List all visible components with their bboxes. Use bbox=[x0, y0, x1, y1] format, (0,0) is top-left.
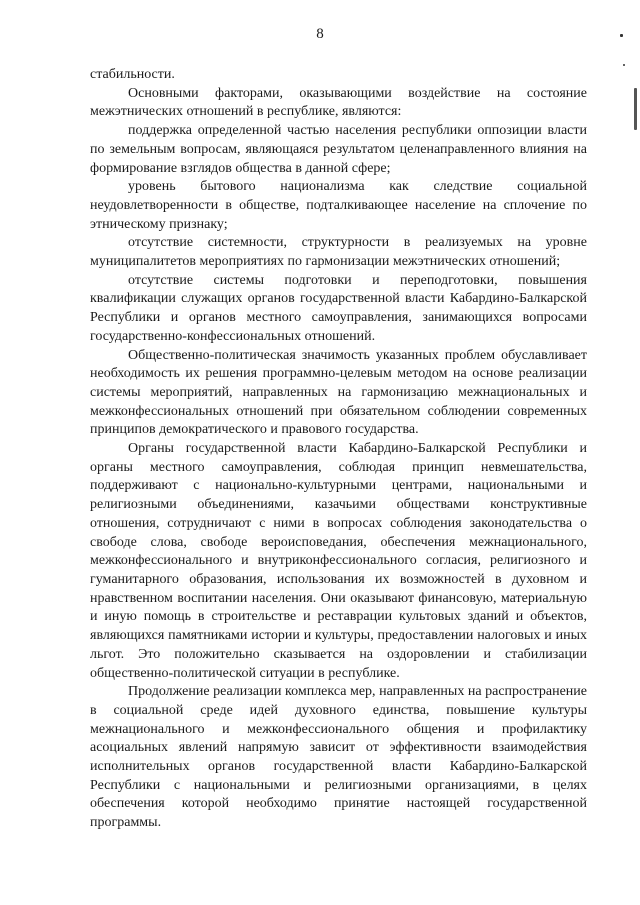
scan-edge-mark bbox=[634, 88, 637, 130]
document-body bbox=[90, 66, 587, 833]
paragraph: Продолжение реализации комплекса мер, направленных на распространение в социальной среде идей духовного единства, повышение культуры межнационального и межконфессионального общения и профилактику асоциальных явлений напрямую зависит от эффективности взаимодействия исполнительных органов государственной власти Кабардино-Балкарской Республики с национальными и религиозными организациями, в целях обеспечения которой необходимо принятие настоящей государственной программы. bbox=[90, 684, 587, 831]
scan-speck bbox=[623, 64, 625, 66]
paragraph: стабильности. bbox=[90, 67, 175, 82]
paragraph: Основными факторами, оказывающими воздействие на состояние межэтнических отношений в республике, являются: bbox=[90, 85, 587, 120]
paragraph: отсутствие системности, структурности в реализуемых на уровне муниципалитетов мероприятиях по гармонизации межэтнических отношений; bbox=[90, 235, 587, 270]
paragraph: поддержка определенной частью населения республики оппозиции власти по земельным вопросам, являющаяся результатом целенаправленного влияния на формирование взглядов общества в данной сфере; bbox=[90, 123, 587, 176]
scan-speck bbox=[620, 34, 623, 37]
paragraph: Общественно-политическая значимость указанных проблем обуславливает необходимость их решения программно-целевым методом на основе реализации системы мероприятий, направленных на гармонизацию межнациональных и межконфессиональных отношений при обязательном соблюдении современных принципов демократического и правового государства. bbox=[90, 347, 587, 438]
page-number: 8 bbox=[316, 26, 324, 42]
paragraph: отсутствие системы подготовки и переподготовки, повышения квалификации служащих органов государственной власти Кабардино-Балкарской Республики и органов местного самоуправления, занимающихся вопросами государственно-конфессиональных отношений. bbox=[90, 272, 587, 344]
paragraph: уровень бытового национализма как следствие социальной неудовлетворенности в обществе, подталкивающее население на сплочение по этническому признаку; bbox=[90, 179, 587, 232]
paragraph: Органы государственной власти Кабардино-Балкарской Республики и органы местного самоуправления, соблюдая принцип невмешательства, поддерживают с национально-культурными центрами, национальными и религиозными объединениями, казачьими обществами конструктивные отношения, сотрудничают с ними в вопросах соблюдения законодательства о свободе слова, свободе вероисповедания, обеспечения межнационального, межконфессионального и внутриконфессионального согласия, религиозного и гуманитарного образования, использования их возможностей в духовном и нравственном воспитании населения. Они оказывают финансовую, материальную и иную помощь в строительстве и реставрации культовых зданий и объектов, являющихся памятниками истории и культуры, предоставлении налоговых и иных льгот. Это положительно сказывается на оздоровлении и стабилизации общественно-политической ситуации в республике. bbox=[90, 441, 587, 681]
